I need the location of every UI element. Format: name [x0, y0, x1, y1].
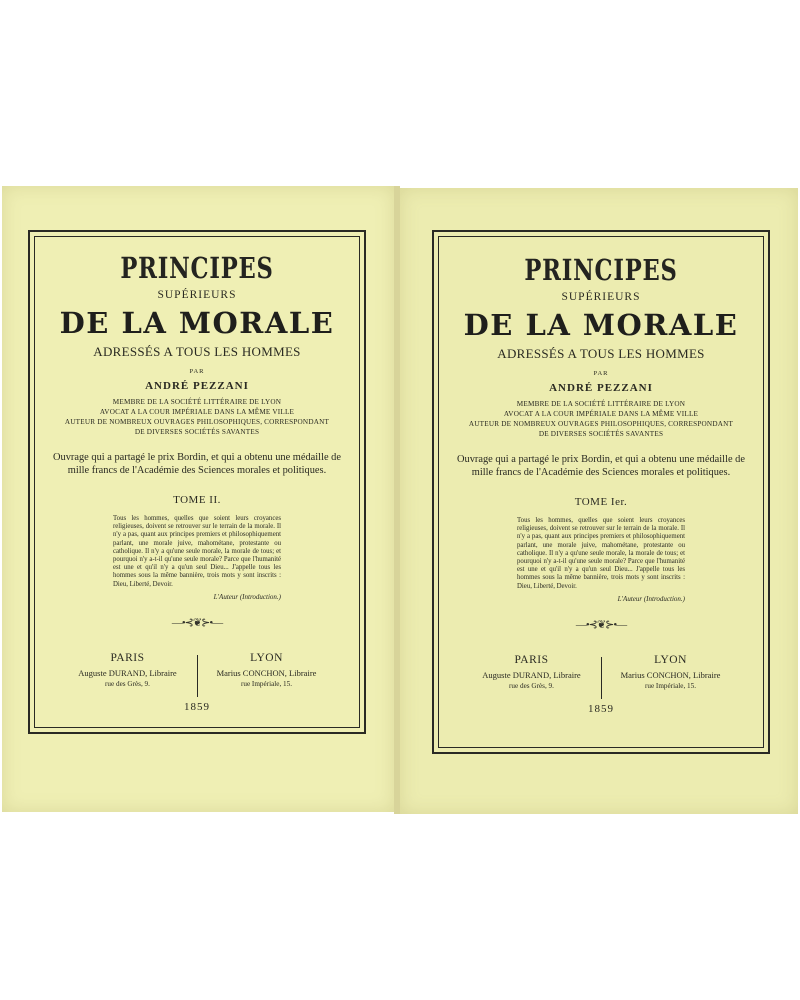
author-bio [446, 399, 756, 439]
imprint-address: rue des Grès, 9. [105, 679, 150, 688]
imprint-lyon [608, 653, 734, 699]
title-page-content [42, 250, 352, 714]
epigraph-attribution: L'Auteur (Introduction.) [617, 594, 685, 603]
subtitle: ADRESSÉS A TOUS LES HOMMES [497, 346, 705, 361]
bio-line: DE DIVERSES SOCIÉTÉS SAVANTES [538, 430, 664, 438]
imprint [446, 653, 756, 699]
title-de-la-morale: DE LA MORALE [463, 308, 739, 342]
title-page-content [446, 252, 756, 716]
bio-line: MEMBRE DE LA SOCIÉTÉ LITTÉRAIRE DE LYON [516, 400, 686, 408]
imprint-divider [601, 657, 602, 699]
imprint-city: PARIS [514, 653, 549, 666]
imprint-publisher: Auguste DURAND, Libraire [482, 669, 581, 680]
par-label: PAR [189, 368, 205, 375]
subtitle: ADRESSÉS A TOUS LES HOMMES [93, 344, 301, 359]
fleuron-ornament: —•⊰❦⊱•— [171, 616, 223, 629]
imprint-address: rue Impériale, 15. [644, 681, 697, 690]
book-cover-tome-1 [400, 188, 798, 814]
publication-year: 1859 [184, 700, 210, 713]
imprint-paris [469, 653, 595, 699]
author-name: ANDRÉ PEZZANI [549, 382, 653, 394]
epigraph-text: Tous les hommes, quelles que soient leurs croyances religieuses, doivent se retrouver sur le terrain de la morale. Il n'y a pas, quant aux principes premiers et philosophiquement parlant, une morale juive, mahométane, protestante ou catholique. Il n'y a qu'une seule morale, la morale de tous; et pourquoi n'y a-t-il qu'une seule morale? Parce que l'humanité est une et qu'il n'y a qu'un seul Dieu... J'appelle tous les hommes sous la même bannière, trois mots y sont inscrits : Dieu, Liberté, Devoir. [517, 517, 685, 590]
title-de-la-morale: DE LA MORALE [59, 306, 335, 340]
title-principes: PRINCIPES [120, 251, 274, 285]
author-name: ANDRÉ PEZZANI [145, 380, 249, 392]
publication-year: 1859 [588, 702, 614, 715]
award-line: mille francs de l'Académie des Sciences morales et politiques. [67, 465, 327, 476]
imprint-publisher: Marius CONCHON, Libraire [216, 667, 317, 678]
imprint-city: PARIS [110, 651, 145, 664]
imprint-paris [65, 651, 191, 697]
author-bio [42, 397, 352, 437]
imprint-lyon [204, 651, 330, 697]
title-superieurs: SUPÉRIEURS [157, 289, 237, 301]
award-line: Ouvrage qui a partagé le prix Bordin, et qui a obtenu une médaille de [457, 454, 745, 465]
bio-line: AVOCAT A LA COUR IMPÉRIALE DANS LA MÊME VILLE [99, 408, 295, 416]
par-label: PAR [593, 370, 609, 377]
bio-line: AVOCAT A LA COUR IMPÉRIALE DANS LA MÊME VILLE [503, 410, 699, 418]
epigraph-attribution: L'Auteur (Introduction.) [213, 592, 281, 601]
imprint-city: LYON [654, 653, 687, 666]
imprint-publisher: Marius CONCHON, Libraire [620, 669, 721, 680]
imprint [42, 651, 352, 697]
tome-label: TOME II. [173, 494, 221, 506]
fleuron-ornament: —•⊰❦⊱•— [575, 618, 627, 631]
title-superieurs: SUPÉRIEURS [561, 291, 641, 303]
imprint-address: rue Impériale, 15. [240, 679, 293, 688]
title-principes: PRINCIPES [524, 253, 678, 287]
bio-line: DE DIVERSES SOCIÉTÉS SAVANTES [134, 428, 260, 436]
bio-line: AUTEUR DE NOMBREUX OUVRAGES PHILOSOPHIQUES, CORRESPONDANT [64, 418, 330, 426]
bio-line: MEMBRE DE LA SOCIÉTÉ LITTÉRAIRE DE LYON [112, 398, 282, 406]
imprint-divider [197, 655, 198, 697]
imprint-address: rue des Grès, 9. [509, 681, 554, 690]
imprint-city: LYON [250, 651, 283, 664]
epigraph-text: Tous les hommes, quelles que soient leurs croyances religieuses, doivent se retrouver sur le terrain de la morale. Il n'y a pas, quant aux principes premiers et philosophiquement parlant, une morale juive, mahométane, protestante ou catholique. Il n'y a qu'une seule morale, la morale de tous; et pourquoi n'y a-t-il qu'une seule morale? Parce que l'humanité est une et qu'il n'y a qu'un seul Dieu... J'appelle tous les hommes sous la même bannière, trois mots y sont inscrits : Dieu, Liberté, Devoir. [113, 515, 281, 588]
award-note [446, 453, 756, 479]
book-cover-tome-2 [2, 186, 394, 812]
bio-line: AUTEUR DE NOMBREUX OUVRAGES PHILOSOPHIQUES, CORRESPONDANT [468, 420, 734, 428]
tome-label: TOME Ier. [574, 496, 628, 508]
award-note [42, 451, 352, 477]
award-line: Ouvrage qui a partagé le prix Bordin, et qui a obtenu une médaille de [53, 452, 341, 463]
award-line: mille francs de l'Académie des Sciences morales et politiques. [471, 467, 731, 478]
imprint-publisher: Auguste DURAND, Libraire [78, 667, 177, 678]
